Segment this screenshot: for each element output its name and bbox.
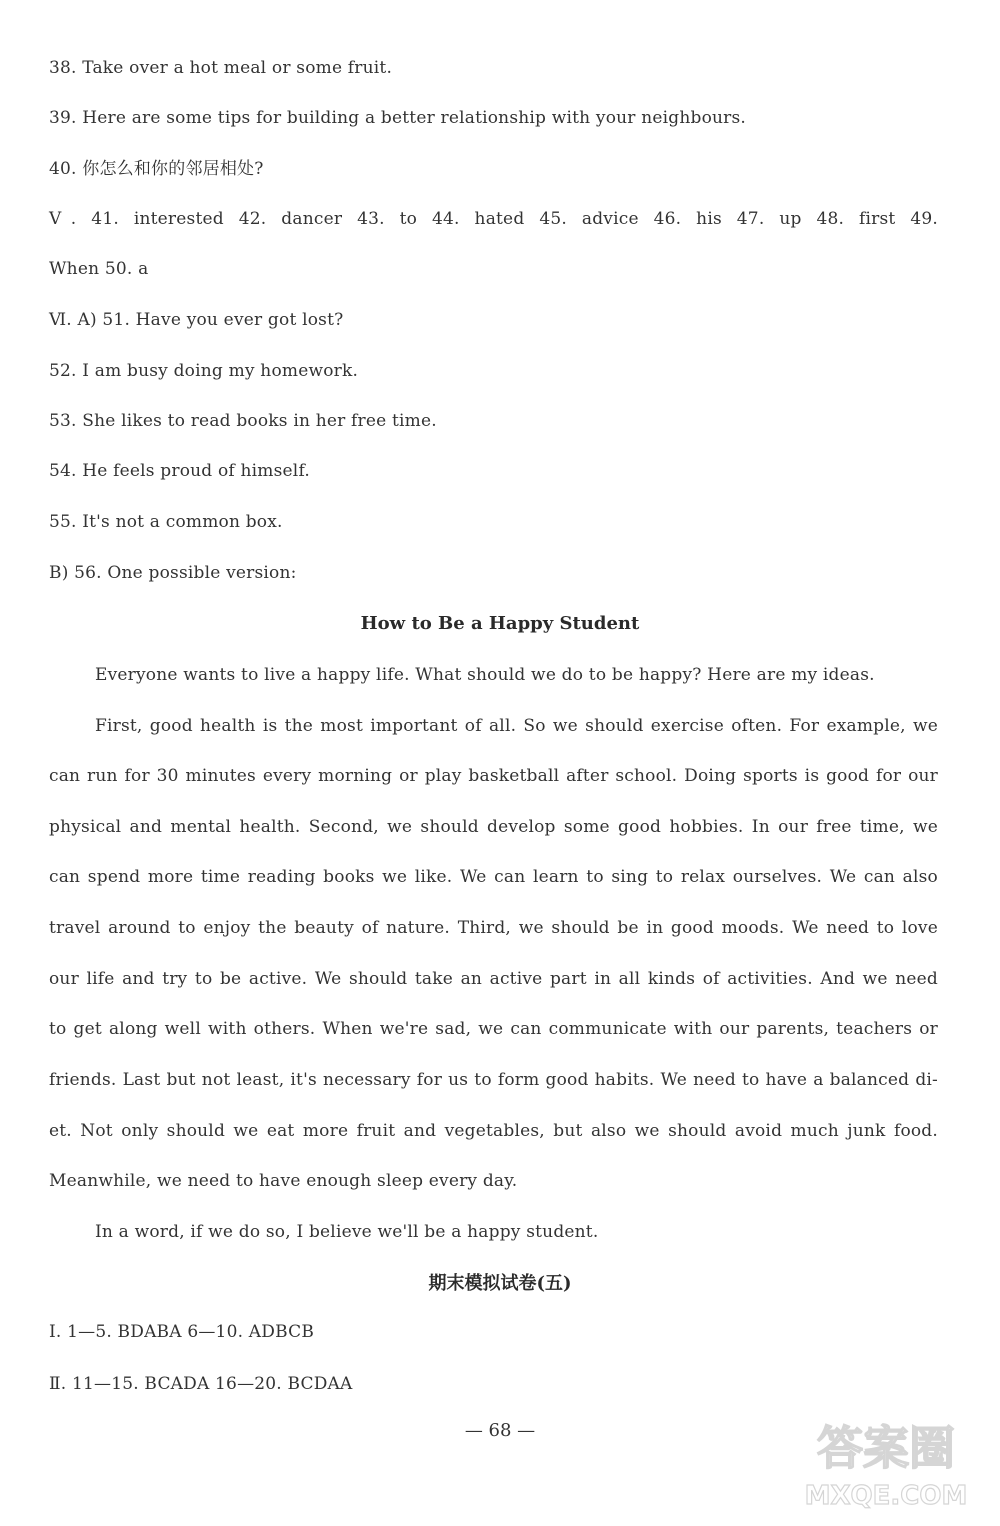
answer-55: 55. It's not a common box. [49,512,283,532]
essay-line: friends. Last but not least, it's necessary for us to form good habits. We need to have a balanced di- [49,1070,938,1090]
answer-51: Ⅵ. A) 51. Have you ever got lost? [49,310,344,330]
essay-line: can spend more time reading books we like. We can learn to sing to relax ourselves. We can also [49,867,938,887]
answer-38: 38. Take over a hot meal or some fruit. [49,58,393,78]
answer-53: 53. She likes to read books in her free time. [49,411,437,431]
answer-52: 52. I am busy doing my homework. [49,361,359,381]
essay-title: How to Be a Happy Student [360,613,640,634]
essay-line: to get along well with others. When we're sad, we can communicate with our parents, teachers or [49,1019,938,1039]
answer-56-intro: B) 56. One possible version: [49,563,297,583]
watermark-logo-text: 答案圈 [817,1421,955,1475]
watermark-logo-icon [786,1404,986,1514]
section-v-answers-cont: When 50. a [49,259,149,279]
essay-line: Meanwhile, we need to have enough sleep every day. [49,1171,518,1191]
page-number: — 68 — [464,1420,536,1441]
section-i-answers: Ⅰ. 1—5. BDABA 6—10. ADBCB [49,1322,315,1342]
answer-54: 54. He feels proud of himself. [49,461,310,481]
essay-paragraph-1: Everyone wants to live a happy life. What should we do to be happy? Here are my ideas. [95,665,875,685]
essay-line: First, good health is the most important of all. So we should exercise often. For example, we [95,716,938,736]
essay-line: our life and try to be active. We should take an active part in all kinds of activities. And we need [49,969,938,989]
exam-title: 期末模拟试卷(五) [428,1273,572,1294]
essay-paragraph-3: In a word, if we do so, I believe we'll be a happy student. [95,1222,599,1242]
answer-40: 40. 你怎么和你的邻居相处? [49,159,264,179]
essay-line: physical and mental health. Second, we should develop some good hobbies. In our free time, we [49,817,938,837]
essay-line: et. Not only should we eat more fruit and vegetables, but also we should avoid much junk food. [49,1121,938,1141]
essay-line: travel around to enjoy the beauty of nature. Third, we should be in good moods. We need to love [49,918,938,938]
section-ii-answers: Ⅱ. 11—15. BCADA 16—20. BCDAA [49,1374,353,1394]
answer-39: 39. Here are some tips for building a better relationship with your neighbours. [49,108,747,128]
essay-line: can run for 30 minutes every morning or play basketball after school. Doing sports is good for our [49,766,938,786]
section-v-answers: Ⅴ. 41. interested 42. dancer 43. to 44. hated 45. advice 46. his 47. up 48. first 49. [49,209,938,229]
watermark-site-text: MXQE.COM [804,1481,968,1511]
